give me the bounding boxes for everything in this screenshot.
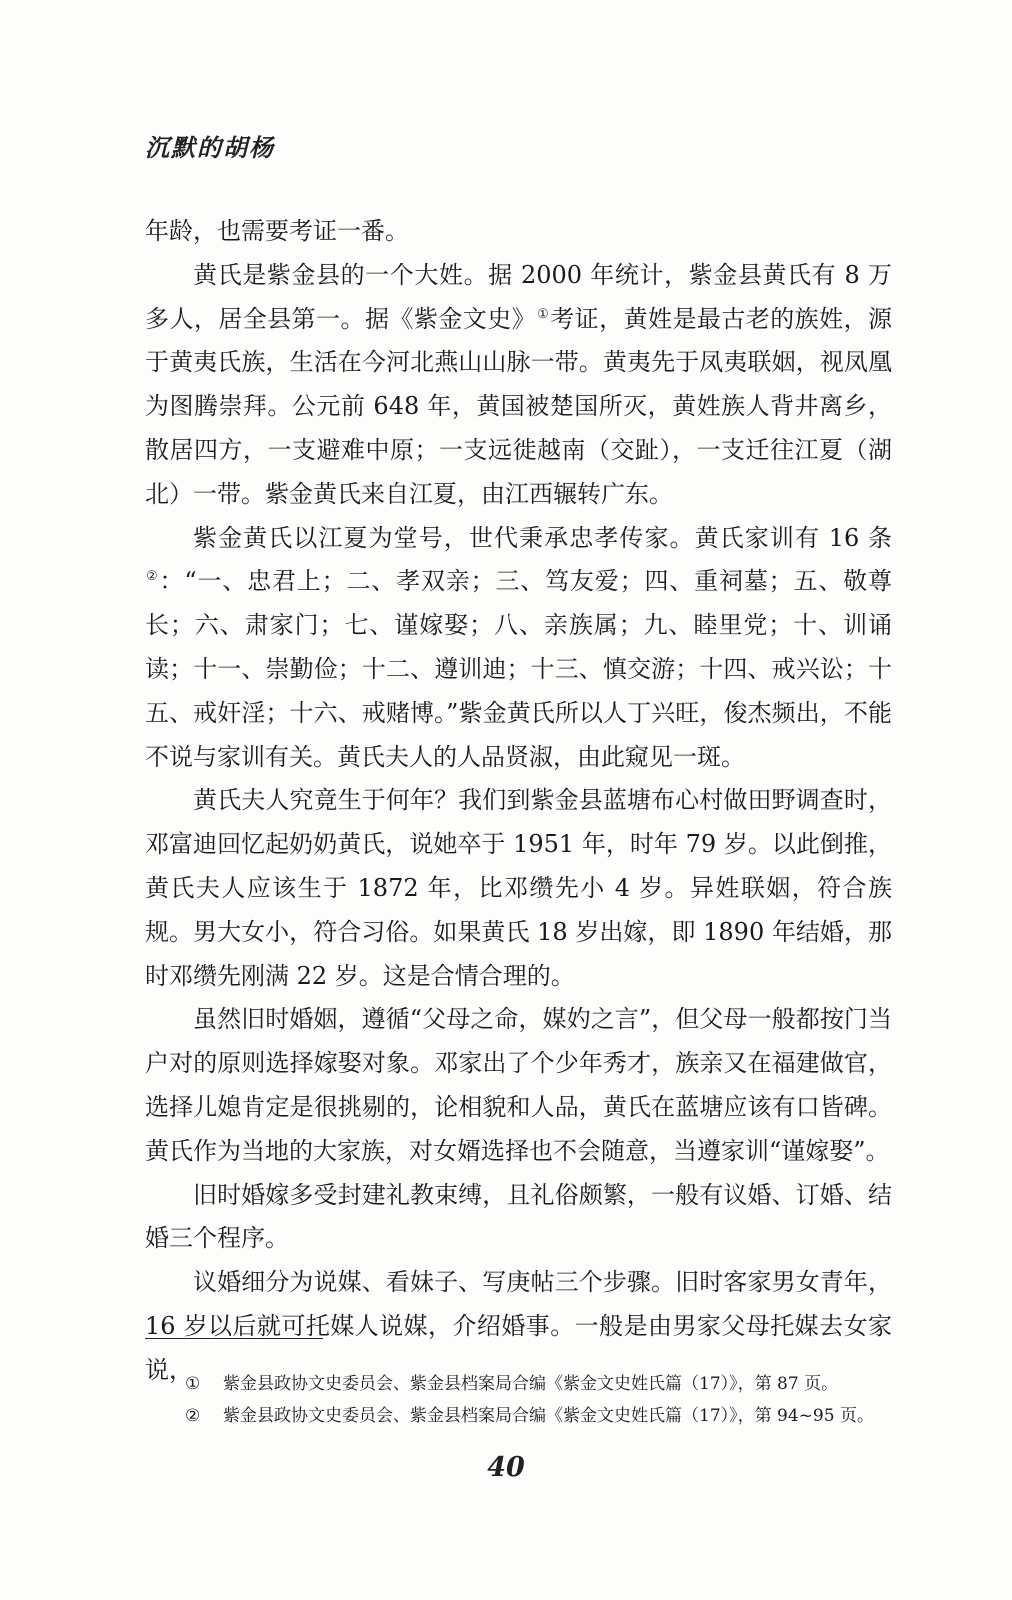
paragraph-text: ：“一、忠君上；二、孝双亲；三、笃友爱；四、重祠墓；五、敬尊长；六、肃家门；七、谨嫁娶；八、亲族属；九、睦里党；十、训诵读；十一、崇勤俭；十二、遵训迪；十三、慎交游；十四、戒兴讼；十五、戒奸淫；十六、戒赌博。”紫金黄氏所以人丁兴旺，俊杰频出，不能不说与家训有关。黄氏夫人的人品贤淑，由此窥见一斑。	[145, 567, 892, 771]
footnote	[185, 1400, 905, 1432]
paragraph	[145, 517, 892, 780]
footnote-reference: ①	[537, 306, 550, 322]
paragraph-text: 黄氏夫人究竟生于何年？我们到紫金县蓝塘布心村做田野调查时，邓富迪回忆起奶奶黄氏，说她卒于 1951 年，时年 79 岁。以此倒推，黄氏夫人应该生于 1872 年，比邓缵先小 4 岁。异姓联姻，符合族规。男大女小，符合习俗。如果黄氏 18 岁出嫁，即 1890 年结婚，那时邓缵先刚满 22 岁。这是合情合理的。	[145, 786, 892, 990]
paragraph-text: 虽然旧时婚姻，遵循“父母之命，媒妁之言”，但父母一般都按门当户对的原则选择嫁娶对象。邓家出了个少年秀才，族亲又在福建做官，选择儿媳肯定是很挑剔的，论相貌和人品，黄氏在蓝塘应该有口皆碑。黄氏作为当地的大家族，对女婿选择也不会随意，当遵家训“谨嫁娶”。	[145, 1005, 892, 1165]
paragraph-text: 黄氏是紫金县的一个大姓。据 2000 年统计，紫金县黄氏有 8 万多人，居全县第一。据《紫金文史》	[145, 260, 892, 333]
footnote-mark: ②	[185, 1406, 201, 1426]
paragraph-text: 考证，黄姓是最古老的族姓，源于黄夷氏族，生活在今河北燕山山脉一带。黄夷先于凤夷联姻，视凤凰为图腾崇拜。公元前 648 年，黄国被楚国所灭，黄姓族人背井离乡，散居四方，一支避难中原；一支远徙越南（交趾），一支迁往江夏（湖北）一带。紫金黄氏来自江夏，由江西辗转广东。	[145, 304, 893, 508]
paragraph-text: 年龄，也需要考证一番。	[145, 217, 409, 245]
footnotes	[185, 1368, 905, 1432]
footnote-reference: ②	[146, 569, 159, 585]
paragraph	[145, 1174, 892, 1262]
running-head: 沉默的胡杨	[145, 133, 275, 162]
paragraph	[145, 998, 892, 1173]
paragraph	[145, 210, 892, 254]
body-text	[145, 210, 892, 1393]
footnote	[185, 1368, 905, 1400]
footnote-mark: ①	[185, 1374, 201, 1394]
paragraph-text: 议婚细分为说媒、看妹子、写庚帖三个步骤。旧时客家男女青年，16 岁以后就可托媒人说媒，介绍婚事。一般是由男家父母托媒去女家说，	[145, 1268, 892, 1384]
paragraph	[145, 779, 892, 998]
footnote-text: 紫金县政协文史委员会、紫金县档案局合编《紫金文史姓氏篇（17）》，第 94~95 页。	[223, 1406, 874, 1426]
footnote-text: 紫金县政协文史委员会、紫金县档案局合编《紫金文史姓氏篇（17）》，第 87 页。	[223, 1374, 839, 1394]
page-number: 40	[487, 1452, 525, 1483]
paragraph-text: 旧时婚嫁多受封建礼教束缚，且礼俗颇繁，一般有议婚、订婚、结婚三个程序。	[145, 1180, 892, 1253]
footnote-divider	[145, 1338, 323, 1339]
paragraph-text: 紫金黄氏以江夏为堂号，世代秉承忠孝传家。黄氏家训有 16 条	[193, 523, 892, 552]
paragraph	[145, 254, 892, 517]
